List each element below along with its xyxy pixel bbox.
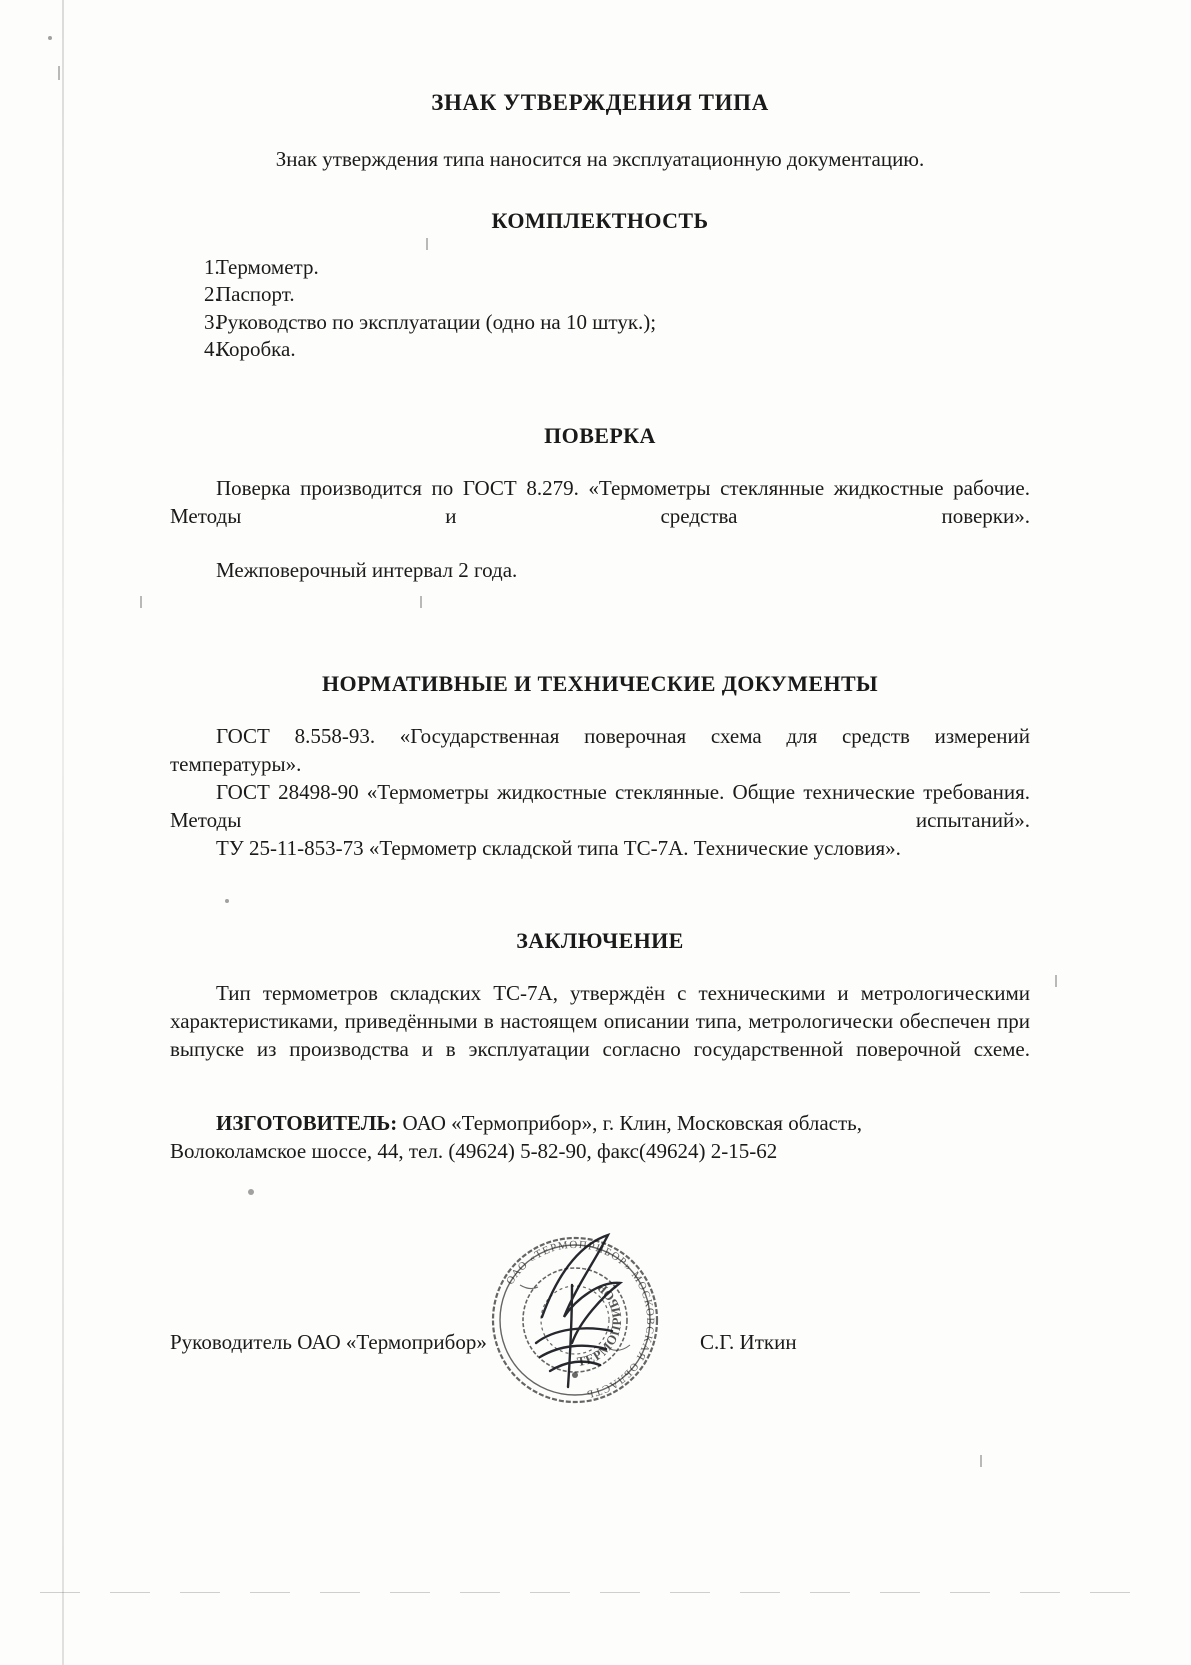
manufacturer-block xyxy=(170,1110,1030,1166)
list-item xyxy=(170,281,1030,308)
manufacturer-label: ИЗГОТОВИТЕЛЬ: xyxy=(216,1111,398,1136)
manufacturer-address-line-2: Волоколамское шоссе, 44, тел. (49624) 5-82-90, факс(49624) 2-15-62 xyxy=(170,1139,778,1164)
scan-speckle xyxy=(980,1455,982,1467)
normative-paragraph-2: ГОСТ 28498-90 «Термометры жидкостные стеклянные. Общие технические требования. Методы испытаний». xyxy=(170,779,1030,832)
list-item-label: Паспорт. xyxy=(216,282,295,307)
approval-mark-paragraph: Знак утверждения типа наносится на эксплуатационную документацию. xyxy=(275,147,925,171)
official-stamp xyxy=(480,1225,670,1415)
svg-text:ОАО «ТЕРМОПРИБОР» МОСКОВСКАЯ О: ОАО «ТЕРМОПРИБОР» МОСКОВСКАЯ ОБЛАСТЬ xyxy=(504,1238,657,1401)
signatory-name: С.Г. Иткин xyxy=(700,1330,797,1354)
list-item xyxy=(170,309,1030,336)
section-heading-verification: ПОВЕРКА xyxy=(544,423,656,449)
list-item-label: Руководство по эксплуатации (одно на 10 штук.); xyxy=(216,309,657,334)
manufacturer-address-line-1: ОАО «Термоприбор», г. Клин, Московская область, xyxy=(402,1111,863,1136)
list-item-number: 3. xyxy=(204,309,220,334)
list-item-number: 2. xyxy=(204,282,220,307)
document-body xyxy=(170,90,1030,1166)
section-heading-conclusion: ЗАКЛЮЧЕНИЕ xyxy=(516,928,684,954)
list-item-label: Коробка. xyxy=(216,336,296,361)
completeness-list xyxy=(170,254,1030,363)
conclusion-paragraph: Тип термометров складских ТС-7А, утверждён с техническими и метрологическими характеристиками, приведёнными в настоящем описании типа, метрологически обеспечен при выпуске из производства и в эксплуатации согласно государственной поверочной схеме. xyxy=(170,981,1030,1062)
verification-paragraph-1: Поверка производится по ГОСТ 8.279. «Термометры стеклянные жидкостные рабочие. Методы и средства поверки». xyxy=(170,476,1030,529)
section-heading-completeness: КОМПЛЕКТНОСТЬ xyxy=(491,207,709,233)
svg-text:ТЕРМОПРИБОР: ТЕРМОПРИБОР xyxy=(575,1279,625,1370)
page-title: ЗНАК УТВЕРЖДЕНИЯ ТИПА xyxy=(431,90,769,115)
list-item xyxy=(170,254,1030,281)
scan-speckle xyxy=(58,66,60,80)
scan-speckle xyxy=(248,1189,254,1195)
scan-bottom-artifact xyxy=(40,1592,1151,1593)
scan-speckle xyxy=(1055,975,1057,987)
normative-paragraph-3: ТУ 25-11-853-73 «Термометр складской типа ТС-7А. Технические условия». xyxy=(216,835,901,860)
signatory-position: Руководитель ОАО «Термоприбор» xyxy=(170,1330,487,1354)
list-item-number: 1. xyxy=(204,254,220,279)
normative-paragraph-1: ГОСТ 8.558-93. «Государственная поверочная схема для средств измерений температуры». xyxy=(170,723,1030,776)
list-item-label: Термометр. xyxy=(216,254,319,279)
verification-paragraph-2: Межповерочный интервал 2 года. xyxy=(216,557,518,582)
scan-speckle xyxy=(48,36,52,40)
scan-edge-artifact xyxy=(62,0,64,1665)
section-heading-normative-documents: НОРМАТИВНЫЕ И ТЕХНИЧЕСКИЕ ДОКУМЕНТЫ xyxy=(321,670,879,696)
list-item xyxy=(170,336,1030,363)
scan-speckle xyxy=(140,596,142,608)
list-item-number: 4. xyxy=(204,336,220,361)
